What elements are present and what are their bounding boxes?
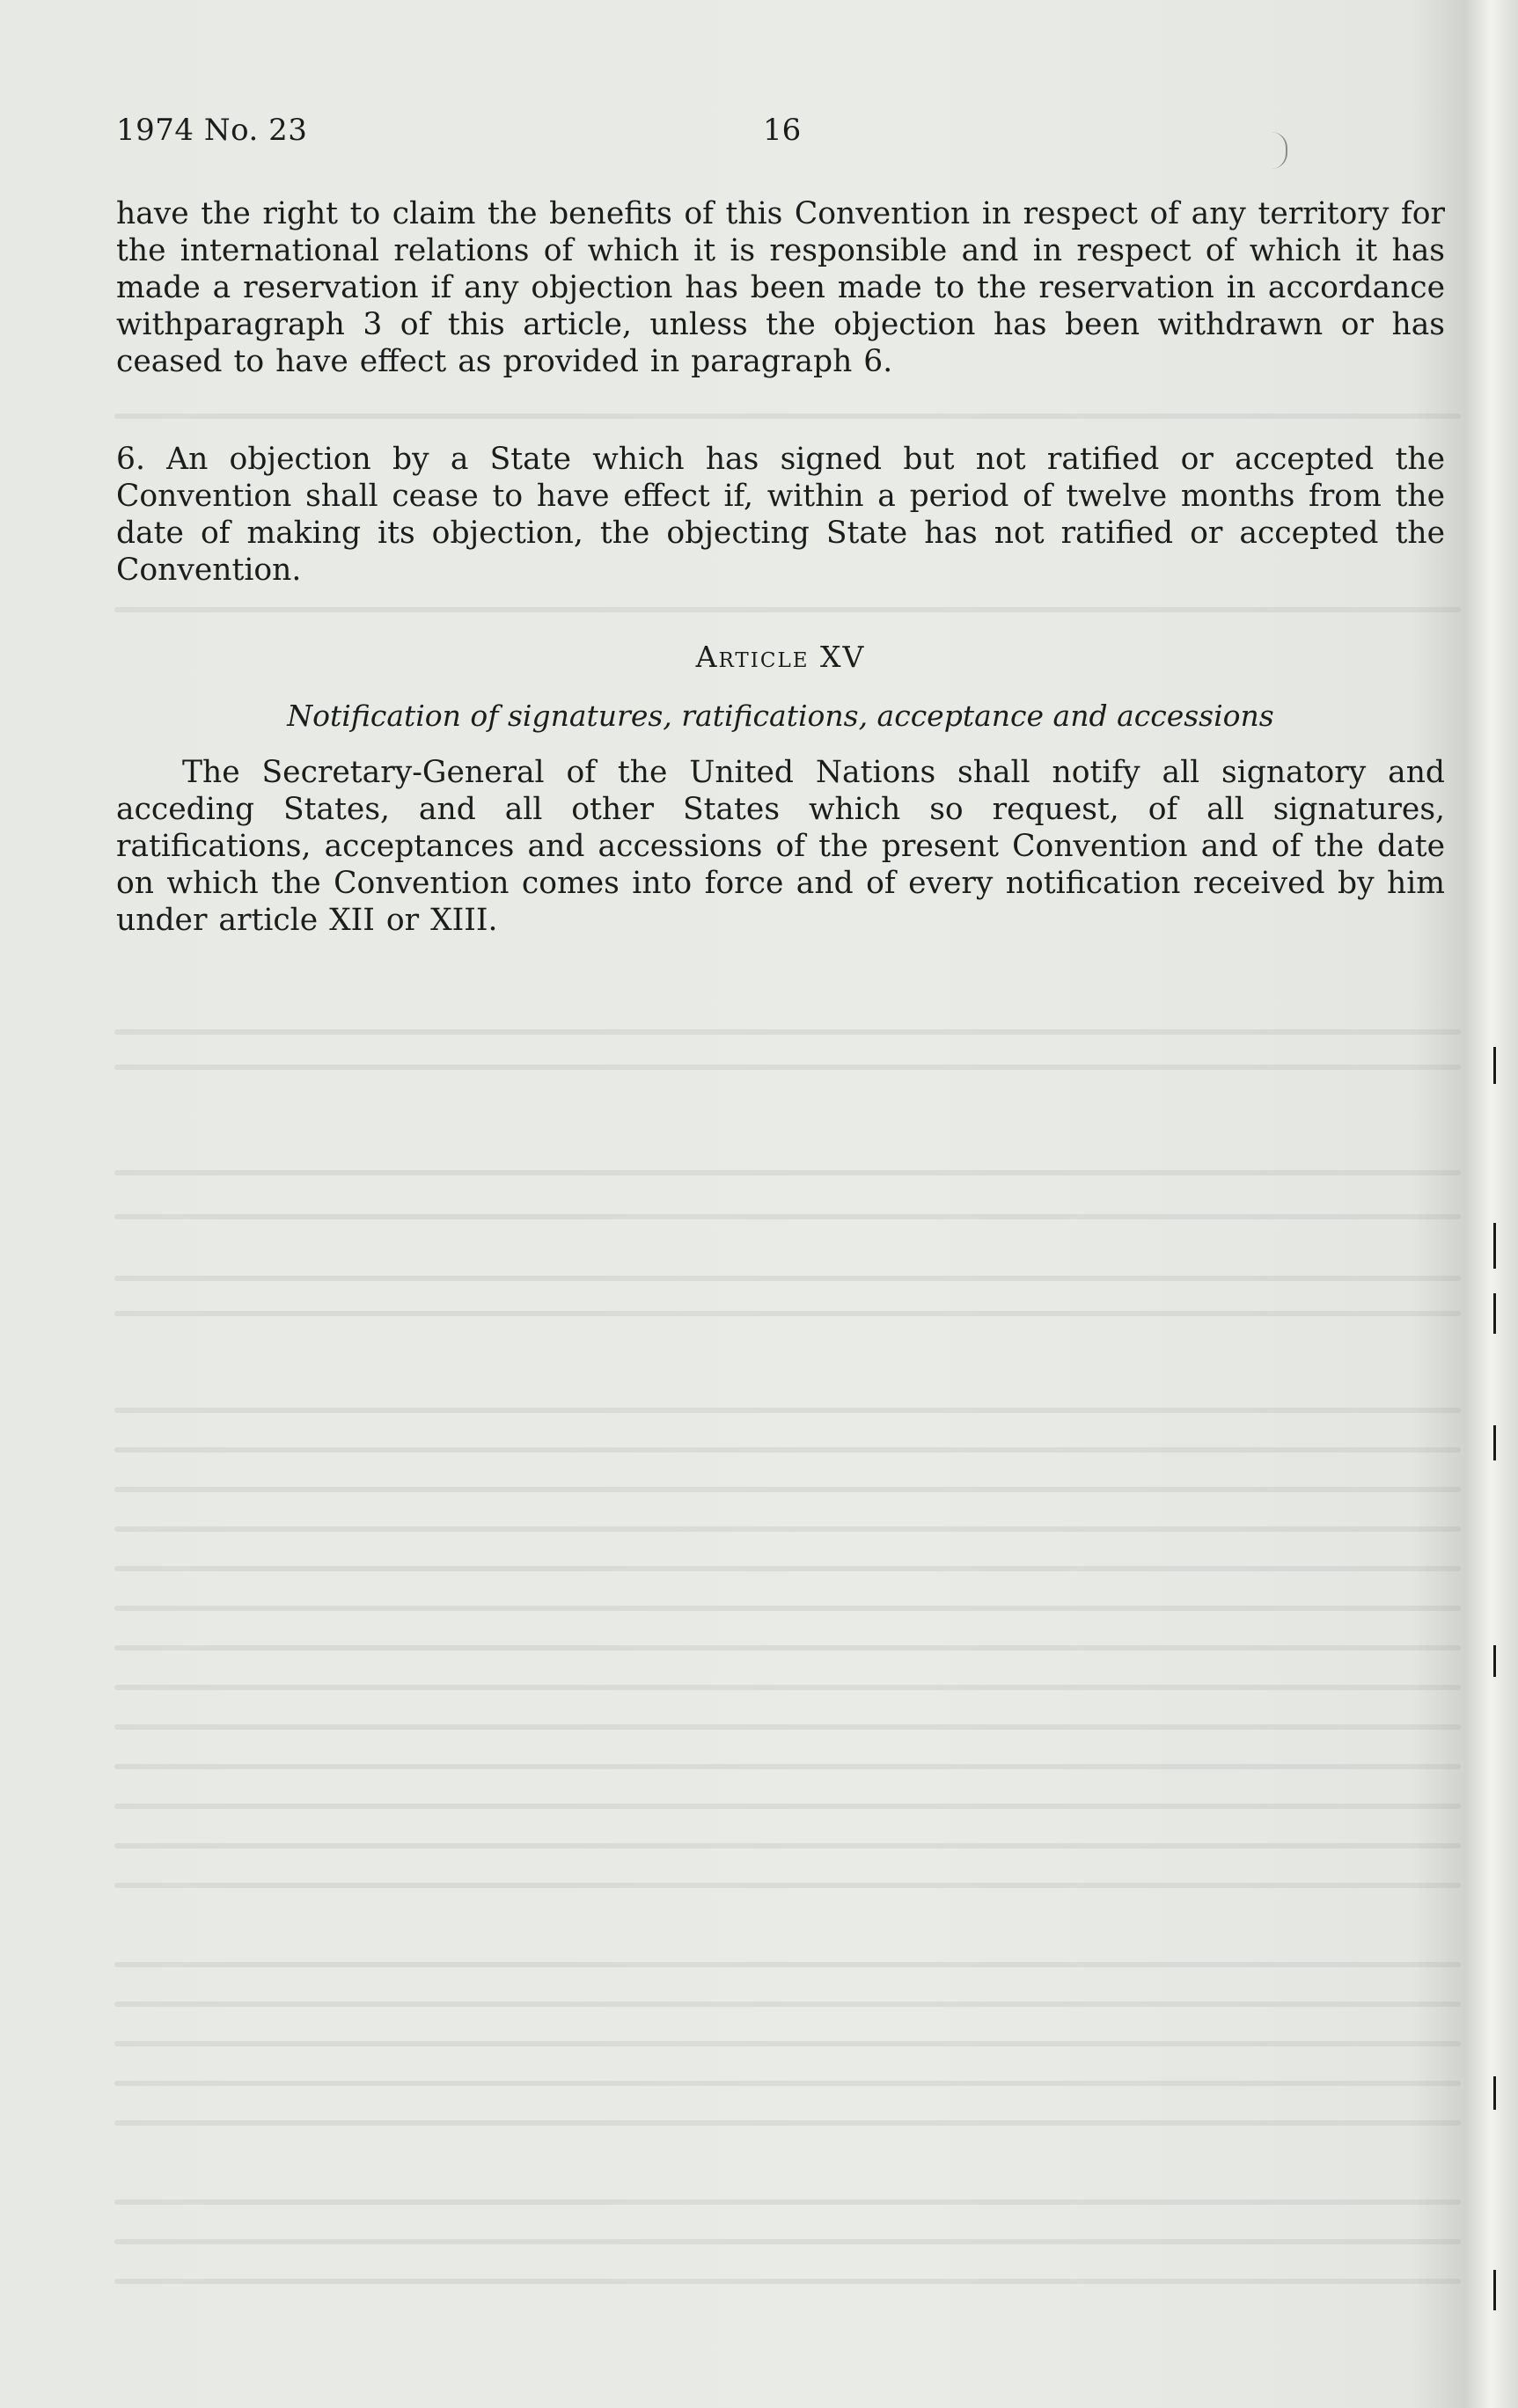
bleed-through-line — [114, 1170, 1461, 1175]
bleed-through-line — [114, 1447, 1461, 1453]
binding-edge-mark — [1493, 1425, 1496, 1460]
bleed-through-line — [114, 1566, 1461, 1571]
binding-edge-mark — [1493, 1293, 1496, 1334]
bleed-through-line — [114, 2002, 1461, 2007]
binding-edge-mark — [1493, 2076, 1496, 2110]
bleed-through-line — [114, 1804, 1461, 1809]
continuation-paragraph: have the right to claim the benefits of this Convention in respect of any territory for the international relations of which it is responsible and in respect of which it has made a reservation if any objection has been made to the reservation in accordance withparagraph 3 of this article, unless the objection has been withdrawn or has ceased to have effect as provided in paragraph 6. — [116, 196, 1445, 379]
bleed-through-line — [114, 1883, 1461, 1888]
bleed-through-line — [114, 2199, 1461, 2205]
bleed-through-line — [114, 1606, 1461, 1611]
bleed-through-line — [114, 607, 1461, 612]
bleed-through-line — [114, 1276, 1461, 1281]
bleed-through-line — [114, 1645, 1461, 1650]
bleed-through-line — [114, 1685, 1461, 1690]
bleed-through-line — [114, 1408, 1461, 1413]
page-number: 16 — [763, 113, 802, 148]
bleed-through-line — [114, 2081, 1461, 2086]
binding-edge-mark — [1493, 1223, 1496, 1269]
bleed-through-line — [114, 2041, 1461, 2046]
bleed-through-line — [114, 1214, 1461, 1219]
article-paragraph: The Secretary-General of the United Nations shall notify all signatory and acceding States, and all other States which so request, of all signatures, ratifications, acceptances and accessions of the present Convention and of the date on which the Convention comes into force and of every notification received by him under article XII or XIII. — [116, 755, 1445, 938]
bleed-through-line — [114, 1065, 1461, 1070]
bleed-through-line — [114, 2279, 1461, 2284]
article-subheading: Notification of signatures, ratifications, acceptance and accessions — [287, 699, 1274, 733]
bleed-through-line — [114, 2120, 1461, 2126]
bleed-through-line — [114, 414, 1461, 419]
bleed-through-line — [114, 1311, 1461, 1316]
bleed-through-line — [114, 1029, 1461, 1035]
document-reference: 1974 No. 23 — [116, 113, 308, 148]
running-header — [116, 113, 1454, 157]
bleed-through-line — [114, 1764, 1461, 1769]
bleed-through-line — [114, 1526, 1461, 1532]
bleed-through-line — [114, 1843, 1461, 1848]
bleed-through-line — [114, 2239, 1461, 2244]
binding-edge-mark — [1493, 1047, 1496, 1084]
bleed-through-line — [114, 1962, 1461, 1967]
binding-edge-mark — [1493, 2270, 1496, 2310]
bleed-through-line — [114, 1487, 1461, 1492]
article-heading: Article XV — [695, 640, 866, 674]
binding-edge-mark — [1493, 1645, 1496, 1677]
paragraph-6: 6. An objection by a State which has signed but not ratified or accepted the Convention shall cease to have effect if, within a period of twelve months from the date of making its objection, the objecting State has not ratified or accepted the Convention. — [116, 442, 1445, 588]
bleed-through-line — [114, 1724, 1461, 1730]
